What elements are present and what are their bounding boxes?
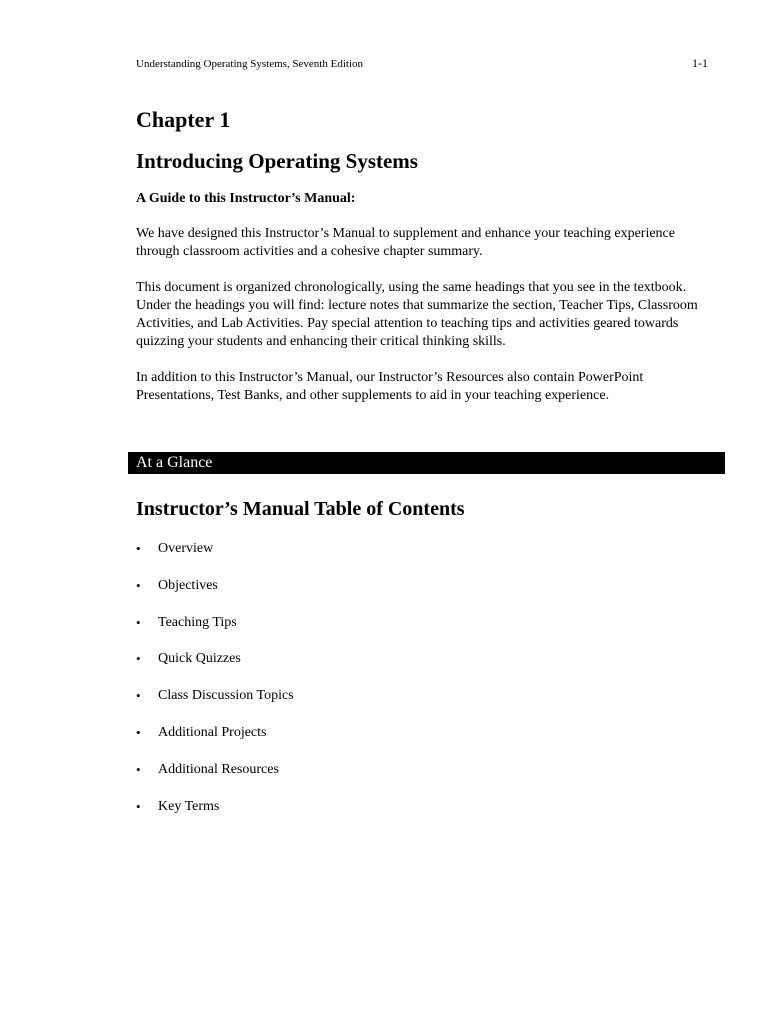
- intro-paragraph: We have designed this Instructor’s Manual to supplement and enhance your teaching experience through classroom activities and a cohesive chapter summary.: [136, 226, 675, 259]
- chapter-title: Introducing Operating Systems: [136, 149, 418, 173]
- resources-paragraph: In addition to this Instructor’s Manual, our Instructor’s Resources also contain PowerPoint Presentations, Test Banks, and other supplements to aid in your teaching experience.: [136, 370, 644, 403]
- bullet-icon: •: [136, 761, 141, 777]
- toc-item-label: Objectives: [158, 577, 218, 593]
- toc-item-label: Key Terms: [158, 798, 220, 814]
- guide-heading: A Guide to this Instructor’s Manual:: [136, 191, 356, 206]
- page-number: 1-1: [692, 56, 708, 70]
- bullet-icon: •: [136, 688, 141, 704]
- toc-item-label: Additional Resources: [158, 761, 279, 777]
- at-a-glance-bar: [128, 452, 725, 474]
- organization-paragraph: This document is organized chronologically, using the same headings that you see in the textbook. Under the headings you will find: lecture notes that summarize the section, Teacher Tips, Classroom Activities, and Lab Activities. Pay special attention to teaching tips and activities geared towards quizzing your students and enhancing their critical thinking skills.: [136, 280, 698, 349]
- at-a-glance-label: At a Glance: [136, 454, 213, 471]
- bullet-icon: •: [136, 651, 141, 667]
- toc-item-label: Additional Projects: [158, 724, 267, 740]
- toc-item-label: Overview: [158, 541, 214, 556]
- book-title: Understanding Operating Systems, Seventh Edition: [136, 58, 363, 70]
- running-header: [136, 56, 708, 72]
- bullet-icon: •: [136, 724, 141, 740]
- toc-item-label: Quick Quizzes: [158, 651, 241, 667]
- toc-heading: Instructor’s Manual Table of Contents: [136, 498, 465, 520]
- chapter-label: Chapter 1: [136, 107, 231, 132]
- toc-item-label: Class Discussion Topics: [158, 688, 294, 704]
- bullet-icon: •: [136, 614, 141, 630]
- bullet-icon: •: [136, 577, 141, 593]
- bullet-icon: •: [136, 798, 141, 814]
- toc-item-label: Teaching Tips: [158, 614, 237, 630]
- bullet-icon: •: [136, 541, 141, 556]
